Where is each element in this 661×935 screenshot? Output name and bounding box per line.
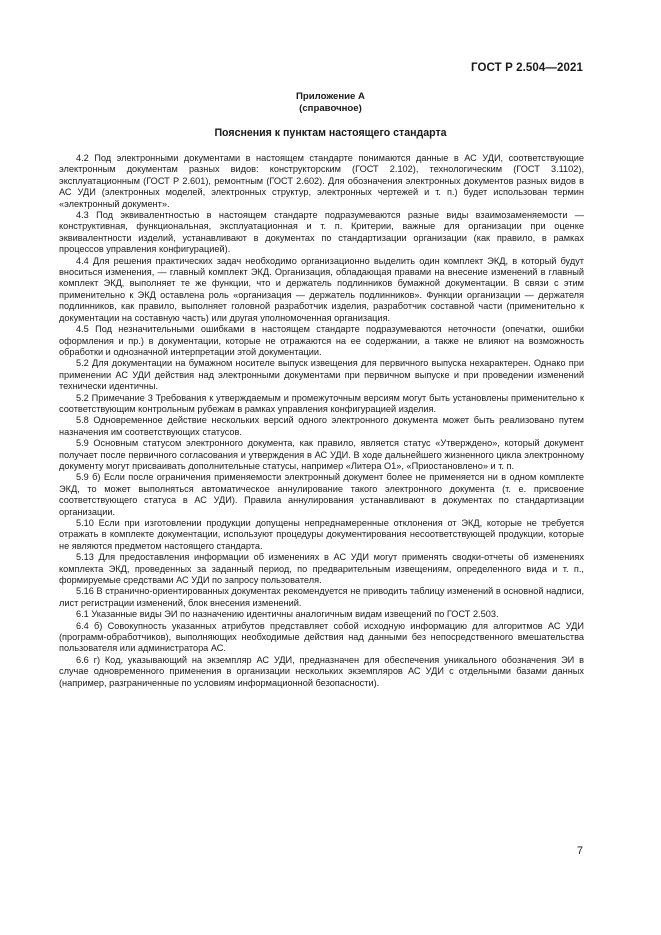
appendix-title: Приложение А <box>296 91 365 102</box>
paragraph-6-4-b: 6.4 б) Совокупность указанных атрибутов представляет собой исходную информацию для алгоритмов АС УДИ (программ-обработчиков), выполняющих необходимые действия над данными без непосредственного вмешательства пользователя или администратора АС. <box>59 620 584 654</box>
paragraph-5-13: 5.13 Для предоставления информации об изменениях в АС УДИ могут применять сводки-отчеты об изменениях комплекта ЭКД, проведенных за заданный период, по предварительным извещениям, определенного вида и т. п., формируемые средствами АС УДИ по запросу пользователя. <box>59 552 584 586</box>
paragraph-4-4: 4.4 Для решения практических задач необходимо организационно выделить один комплект ЭКД, в который будут вноситься изменения, — главный комплект ЭКД. Организация, обладающая правами на внесение изменений в главный комплект ЭКД, выполняет те же функции, что и держатель подлинников бумажной документации. В связи с этим применительно к ЭКД оставлена роль «организация — держатель подлинников». Функции организации — держателя подлинников, как правило, выполняет головной разработчик изделия, разработчик составной части (применительно к документации на составную часть) или другая уполномоченная организация. <box>59 255 584 323</box>
paragraph-4-2: 4.2 Под электронными документами в настоящем стандарте понимаются данные в АС УДИ, соответствующие электронным документам разных видов: конструкторским (ГОСТ 2.102), технологическим (ГОСТ 3.1102), эксплуатационным (ГОСТ Р 2.601), ремонтным (ГОСТ 2.602). Для обозначения электронных документов разных видов в АС УДИ (электронных моделей, электронных структур, электронных чертежей и т. п.) будет использован термин «электронный документ». <box>59 153 584 209</box>
paragraph-4-5: 4.5 Под незначительными ошибками в настоящем стандарте подразумеваются неточности (опечатки, ошибки оформления и пр.) в документации, которые не отражаются на ее содержании, а также не влияют на возможность обработки и однозначной интерпретации этой документации. <box>59 324 584 357</box>
paragraph-4-3: 4.3 Под эквивалентностью в настоящем стандарте подразумеваются разные виды взаимозаменяемости — конструктивная, функциональная, эксплуатационная и т. п. Критерии, важные для организации при оценке эквивалентности изделий, устанавливают в документах по стандартизации организации (как правило, в рамках процессов управления конфигурацией). <box>59 210 584 255</box>
paragraph-5-8: 5.8 Одновременное действие нескольких версий одного электронного документа может быть реализовано путем назначения им соответствующих статусов. <box>59 415 584 437</box>
paragraph-6-6-g: 6.6 г) Код, указывающий на экземпляр АС УДИ, предназначен для обеспечения уникального обозначения ЭИ в случае одновременного применения в организации нескольких экземпляров АС УДИ с отдельными базами данных (например, разграниченные по условиям информационной безопасности). <box>59 654 584 688</box>
section-title: Пояснения к пунктам настоящего стандарта <box>214 127 447 139</box>
paragraph-5-10: 5.10 Если при изготовлении продукции допущены непреднамеренные отклонения от ЭКД, которые не требуется отражать в комплекте документации, используют процедуры документирования несоответствующей продукции, которые не являются предметом настоящего стандарта. <box>59 518 584 551</box>
paragraph-5-2-note: 5.2 Примечание 3 Требования к утверждаемым и промежуточным версиям могут быть установлены применительно к соответствующим контрольным рубежам в рамках управления конфигурацией изделия. <box>59 392 584 414</box>
paragraph-5-2: 5.2 Для документации на бумажном носителе выпуск извещения для первичного выпуска нехарактерен. Однако при применении АС УДИ действия над электронными документами при первичном выпуске и при проведении изменений технически идентичны. <box>59 358 584 392</box>
paragraph-5-16: 5.16 В странично-ориентированных документах рекомендуется не приводить таблицу изменений в основной надписи, лист регистрации изменений, блок внесения изменений. <box>59 586 584 608</box>
document-body <box>59 153 584 689</box>
appendix-subtitle: (справочное) <box>299 103 362 114</box>
appendix-heading <box>0 91 661 115</box>
standard-designation: ГОСТ Р 2.504—2021 <box>471 62 583 74</box>
page-number: 7 <box>576 845 583 857</box>
paragraph-5-9-b: 5.9 б) Если после ограничения применяемости электронный документ более не применяется ни в одном комплекте ЭКД, то может выполняться автоматическое аннулирование такого электронного документа (т. е. присвоение соответствующего статуса в АС УДИ). Правила аннулирования устанавливают в документах по стандартизации организации. <box>59 472 584 517</box>
paragraph-6-1: 6.1 Указанные виды ЭИ по назначению идентичны аналогичным видам извещений по ГОСТ 2.503. <box>76 609 499 620</box>
paragraph-5-9: 5.9 Основным статусом электронного документа, как правило, является статус «Утверждено», который документ получает после первичного согласования и утверждения в АС УДИ. В ходе дальнейшего жизненного цикла электронному документу могут присваивать дополнительные статусы, например «Литера О1», «Приостановлено» и т. п. <box>59 438 584 471</box>
